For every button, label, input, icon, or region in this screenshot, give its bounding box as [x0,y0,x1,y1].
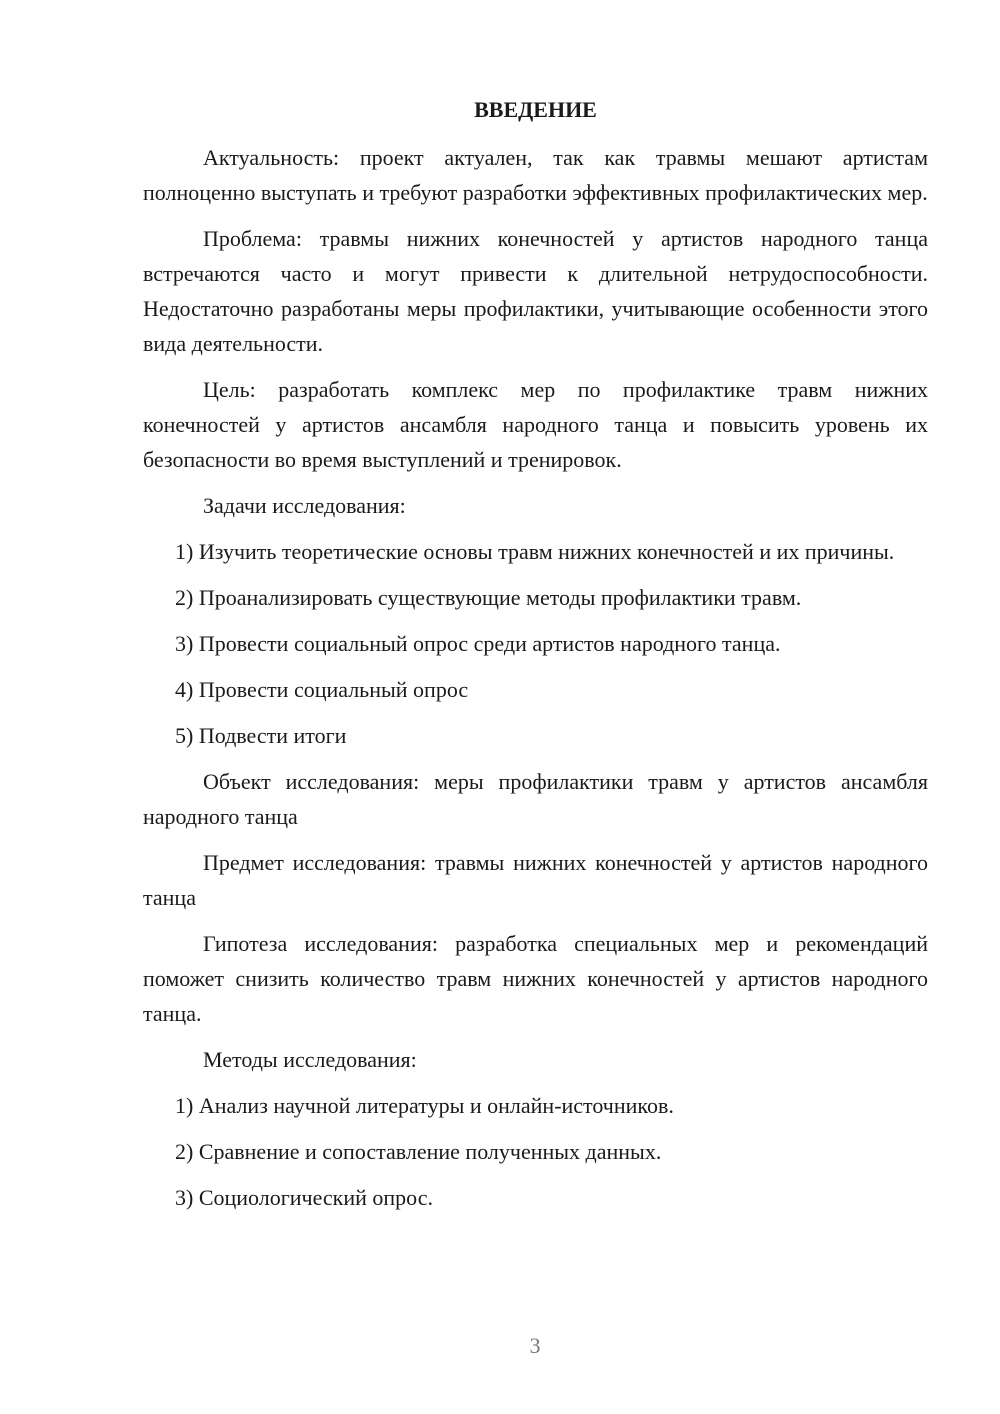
tasks-heading: Задачи исследования: [203,493,406,518]
task-item: 1) Изучить теоретические основы травм нижних конечностей и их причины. [175,539,895,564]
relevance-paragraph: Актуальность: проект актуален, так как травмы мешают артистам полноценно выступать и требуют разработки эффективных профилактических мер. [143,145,928,205]
task-item: 2) Проанализировать существующие методы профилактики травм. [175,585,802,610]
task-item: 4) Провести социальный опрос [175,677,469,702]
document-body [143,95,928,1226]
method-item: 2) Сравнение и сопоставление полученных данных. [175,1139,662,1164]
object-paragraph: Объект исследования: меры профилактики травм у артистов ансамбля народного танца [143,769,928,829]
task-item: 5) Подвести итоги [175,723,347,748]
hypothesis-paragraph: Гипотеза исследования: разработка специальных мер и рекомендаций поможет снизить количество травм нижних конечностей у артистов народного танца. [143,931,928,1026]
problem-paragraph: Проблема: травмы нижних конечностей у артистов народного танца встречаются часто и могут привести к длительной нетрудоспособности. Недостаточно разработаны меры профилактики, учитывающие особенности этого вида деятельности. [143,226,928,356]
methods-heading: Методы исследования: [203,1047,417,1072]
task-item: 3) Провести социальный опрос среди артистов народного танца. [175,631,781,656]
method-item: 3) Социологический опрос. [175,1185,433,1210]
page-number: 3 [529,1333,541,1358]
subject-paragraph: Предмет исследования: травмы нижних конечностей у артистов народного танца [143,850,928,910]
goal-paragraph: Цель: разработать комплекс мер по профилактике травм нижних конечностей у артистов ансамбля народного танца и повысить уровень их безопасности во время выступлений и тренировок. [143,377,928,472]
method-item: 1) Анализ научной литературы и онлайн-источников. [175,1093,674,1118]
page-title: ВВЕДЕНИЕ [474,97,597,122]
